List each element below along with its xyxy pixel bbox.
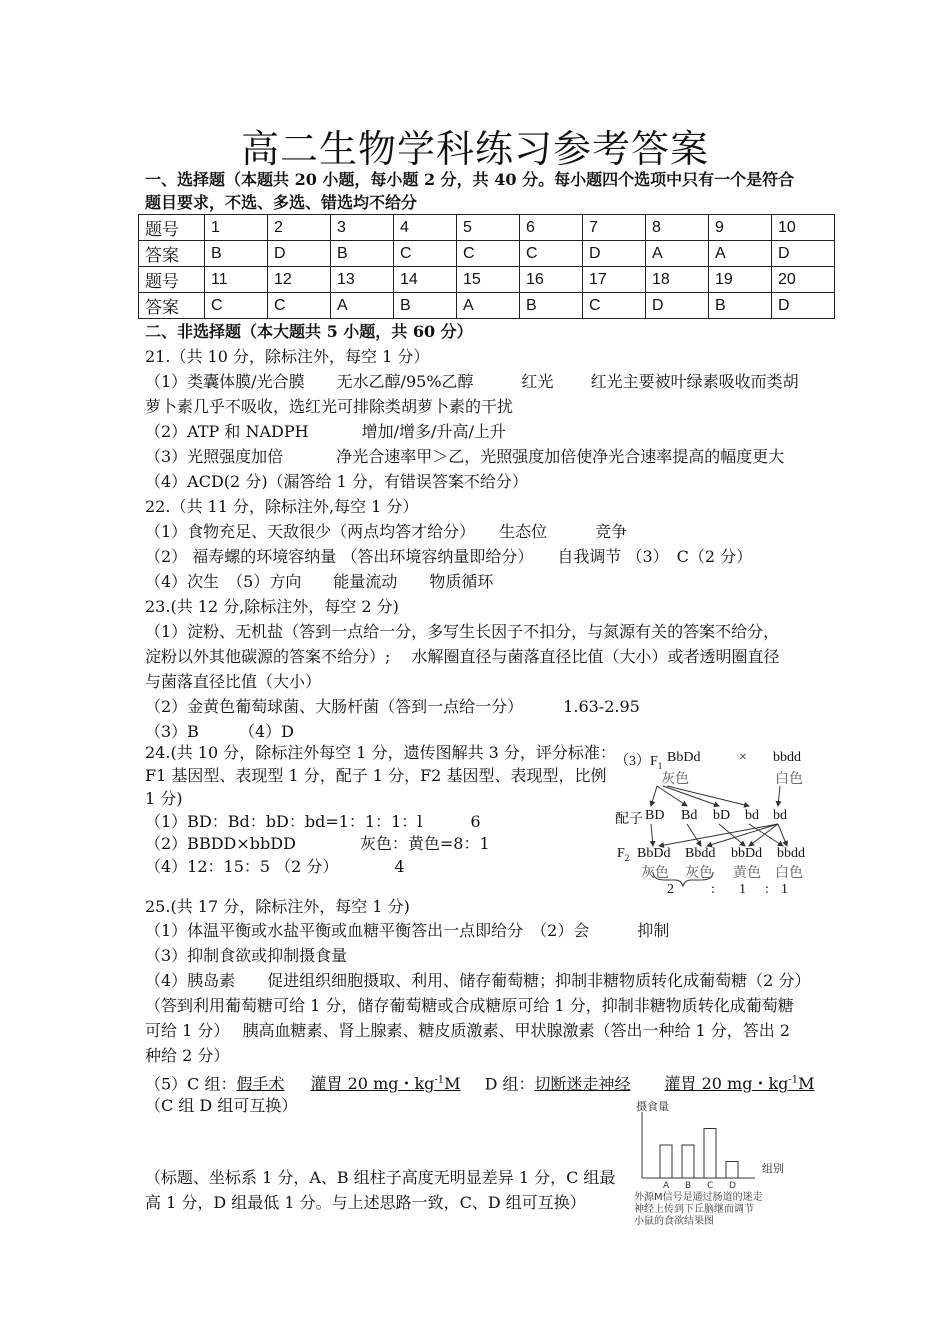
q22-heading: 22.（共 11 分，除标注外,每空 1 分） <box>145 497 419 516</box>
gamete: BD <box>645 808 665 823</box>
food-intake-chart <box>630 1098 830 1238</box>
offspring-phenotype: 灰色 <box>685 866 713 881</box>
q22-line: （2） 福寿螺的环境容纳量 （答出环境容纳量即给分） 自我调节 （3） C（2 分） <box>145 547 753 566</box>
gamete: Bd <box>681 808 698 823</box>
q22-line: （4）次生 （5）方向 能量流动 物质循环 <box>145 572 494 591</box>
offspring-genotype: Bbdd <box>685 846 716 861</box>
table-cell: B <box>709 293 772 319</box>
q25-heading: 25.(共 17 分，除标注外，每空 1 分) <box>145 897 410 916</box>
q23-line: （2）金黄色葡萄球菌、大肠杆菌（答到一点给一分） 1.63-2.95 <box>145 697 640 716</box>
table-cell: 12 <box>268 267 331 293</box>
q24-heading: 24.(共 10 分，除标注外每空 1 分，遗传图解共 3 分，评分标准： <box>145 743 616 762</box>
table-cell: C <box>583 293 646 319</box>
table-cell: D <box>772 293 835 319</box>
table-row <box>139 267 835 293</box>
q23-line: （1）淀粉、无机盐（答到一点给一分，多写生长因子不扣分，与氮源有关的答案不给分， <box>145 622 780 641</box>
table-cell: C <box>394 241 457 267</box>
answer-table <box>138 214 835 319</box>
q21-line: （4）ACD(2 分)（漏答给 1 分，有错误答案不给分） <box>145 472 528 491</box>
section1-heading-line1: 一、选择题（本题共 20 小题，每小题 2 分，共 40 分。每小题四个选项中只有一个是符合 <box>145 170 795 189</box>
ratio-value: 1 <box>781 882 788 897</box>
q21-line: （1）类囊体膜/光合膜 无水乙醇/95%乙醇 红光 红光主要被叶绿素吸收而类胡 <box>145 372 799 391</box>
q25-d-group-label: D 组： <box>484 1074 535 1094</box>
table-cell: A <box>646 241 709 267</box>
section1-heading-line2: 题目要求，不选、多选、错选均不给分 <box>145 193 418 212</box>
q25-line: 种给 2 分） <box>145 1046 230 1065</box>
q24-line: （4）12：15：5 （2 分） 4 <box>145 857 405 876</box>
table-cell: D <box>268 241 331 267</box>
gamete: bd <box>745 808 759 823</box>
table-cell: C <box>520 241 583 267</box>
table-cell: D <box>772 241 835 267</box>
page-title: 高二生物学科练习参考答案 <box>240 127 709 171</box>
q21-line: 萝卜素几乎不吸收，选红光可排除类胡萝卜素的干扰 <box>145 397 514 416</box>
q21-line: （2）ATP 和 NADPH 增加/增多/升高/上升 <box>145 422 506 441</box>
q25-line: （答到利用葡萄糖可给 1 分，储存葡萄糖或合成糖原可给 1 分，抑制非糖物质转化成葡萄糖 <box>145 996 794 1015</box>
bar-D <box>726 1162 738 1179</box>
x-tick-label: C <box>707 1181 714 1188</box>
y-axis-label: 摄食量 <box>636 1100 669 1113</box>
table-cell: 10 <box>772 215 835 241</box>
bar-C <box>704 1129 716 1179</box>
parent1-genotype: BbDd <box>667 750 701 765</box>
chart-caption-line: 外源M信号是通过肠道的迷走 <box>634 1192 763 1203</box>
genetic-cross-diagram <box>615 748 815 898</box>
q25-line: （3）抑制食欲或抑制摄食量 <box>145 946 348 965</box>
table-cell: A <box>331 293 394 319</box>
offspring-genotype: BbDd <box>637 846 671 861</box>
table-cell: 19 <box>709 267 772 293</box>
table-cell: 7 <box>583 215 646 241</box>
table-cell: 6 <box>520 215 583 241</box>
dose-sup: -1 <box>434 1075 445 1086</box>
table-cell: 4 <box>394 215 457 241</box>
table-cell: C <box>205 293 268 319</box>
q24-line: F1 基因型、表现型 1 分，配子 1 分，F2 基因型、表现型，比例 <box>145 766 607 785</box>
q21-heading: 21.（共 10 分，除标注外，每空 1 分） <box>145 347 430 366</box>
table-label-cell: 答案 <box>139 241 205 267</box>
offspring-phenotype: 白色 <box>775 866 803 881</box>
table-cell: 1 <box>205 215 268 241</box>
table-cell: D <box>646 293 709 319</box>
q24-line: 1 分) <box>145 789 183 808</box>
ratio-value: 2 <box>667 882 674 897</box>
cross-label-sub: 1 <box>657 760 663 771</box>
parent2-genotype: bbdd <box>773 750 801 765</box>
chart-svg <box>630 1098 830 1188</box>
table-cell: 2 <box>268 215 331 241</box>
dose-text: 灌胃 20 mg・kg <box>664 1074 789 1094</box>
table-cell: 3 <box>331 215 394 241</box>
table-cell: B <box>520 293 583 319</box>
table-cell: B <box>394 293 457 319</box>
x-axis-label: 组别 <box>762 1162 784 1175</box>
q23-line: （3）B （4）D <box>145 722 294 741</box>
q24-line: （2）BBDD×bbDD 灰色：黄色=8：1 <box>145 834 490 853</box>
q25-d-group-answer: 切断迷走神经 <box>534 1074 631 1094</box>
q25-line: 可给 1 分） 胰高血糖素、肾上腺素、糖皮质激素、甲状腺激素（答出一种给 1 分，答出 2 <box>145 1021 791 1040</box>
f2-label-text: F <box>617 846 625 861</box>
q25-line-5 <box>145 1071 815 1094</box>
dose-unit: M <box>444 1074 461 1094</box>
ratio-value: 1 <box>739 882 746 897</box>
q22-line: （1）食物充足、天敌很少（两点均答才给分） 生态位 竞争 <box>145 522 628 541</box>
gamete-label: 配子 <box>615 812 643 827</box>
bar-A <box>660 1145 672 1178</box>
table-row <box>139 241 835 267</box>
dose-unit: M <box>798 1074 815 1094</box>
table-cell: 8 <box>646 215 709 241</box>
dose-text: 灌胃 20 mg・kg <box>310 1074 435 1094</box>
f2-label <box>617 846 629 863</box>
bar-B <box>682 1145 694 1178</box>
parent1-phenotype: 灰色 <box>661 772 689 787</box>
parent2-phenotype: 白色 <box>775 772 803 787</box>
x-tick-label: B <box>685 1181 692 1188</box>
offspring-phenotype: 灰色 <box>641 866 669 881</box>
table-cell: 18 <box>646 267 709 293</box>
table-cell: 17 <box>583 267 646 293</box>
q25-line: （1）体温平衡或水盐平衡或血糖平衡答出一点即给分 （2）会 抑制 <box>145 921 670 940</box>
offspring-genotype: bbdd <box>777 846 805 861</box>
cross-label-text: （3）F <box>615 754 658 769</box>
table-label-cell: 题号 <box>139 267 205 293</box>
q25-c-group-answer: 假手术 <box>236 1074 285 1094</box>
q23-line: 淀粉以外其他碳源的答案不给分）; 水解圈直径与菌落直径比值（大小）或者透明圈直径 <box>145 647 780 666</box>
q25-line: （C 组 D 组可互换） <box>145 1096 298 1115</box>
dose-sup: -1 <box>788 1075 799 1086</box>
table-cell: C <box>268 293 331 319</box>
q25-c-group-dose <box>311 1074 461 1093</box>
q25-line: （4）胰岛素 促进组织细胞摄取、利用、储存葡萄糖；抑制非糖物质转化成葡萄糖（2 分） <box>145 971 811 990</box>
table-cell: B <box>205 241 268 267</box>
section2-heading: 二、非选择题（本大题共 5 小题，共 60 分） <box>145 322 473 341</box>
q24-line: （1）BD：Bd：bD：bd=1：1：1：l 6 <box>145 812 481 831</box>
q25-line: 高 1 分，D 组最低 1 分。与上述思路一致，C、D 组可互换） <box>145 1193 586 1212</box>
q25-d-group-dose <box>665 1074 815 1093</box>
x-tick-label: A <box>663 1181 670 1188</box>
table-cell: B <box>331 241 394 267</box>
table-cell: 9 <box>709 215 772 241</box>
chart-caption-line: 小鼠的食欲结果图 <box>634 1216 714 1227</box>
table-cell: 14 <box>394 267 457 293</box>
table-label-cell: 题号 <box>139 215 205 241</box>
gamete: bd <box>773 808 787 823</box>
ratio-colon: : <box>765 882 769 897</box>
table-cell: 20 <box>772 267 835 293</box>
table-label-cell: 答案 <box>139 293 205 319</box>
table-cell: 16 <box>520 267 583 293</box>
table-cell: 5 <box>457 215 520 241</box>
q23-line: 与菌落直径比值（大小） <box>145 672 322 691</box>
table-cell: A <box>709 241 772 267</box>
q21-line: （3）光照强度加倍 净光合速率甲＞乙，光照强度加倍使净光合速率提高的幅度更大 <box>145 447 785 466</box>
table-row <box>139 293 835 319</box>
q25-c-group-label: （5）C 组： <box>145 1074 237 1094</box>
cross-symbol: × <box>739 750 747 765</box>
f2-label-sub: 2 <box>624 852 630 863</box>
offspring-phenotype: 黄色 <box>733 866 761 881</box>
ratio-colon: : <box>711 882 715 897</box>
table-row <box>139 215 835 241</box>
x-tick-label: D <box>729 1181 736 1188</box>
table-cell: 13 <box>331 267 394 293</box>
table-cell: 11 <box>205 267 268 293</box>
cross-label <box>615 750 662 771</box>
chart-caption-line: 神经上传到下丘脑继而调节 <box>634 1204 754 1215</box>
table-cell: 15 <box>457 267 520 293</box>
q23-heading: 23.(共 12 分,除标注外，每空 2 分) <box>145 597 399 616</box>
table-cell: A <box>457 293 520 319</box>
gamete: bD <box>713 808 731 823</box>
table-cell: C <box>457 241 520 267</box>
table-cell: D <box>583 241 646 267</box>
q25-line: （标题、坐标系 1 分，A、B 组柱子高度无明显差异 1 分，C 组最 <box>145 1168 616 1187</box>
offspring-genotype: bbDd <box>731 846 763 861</box>
